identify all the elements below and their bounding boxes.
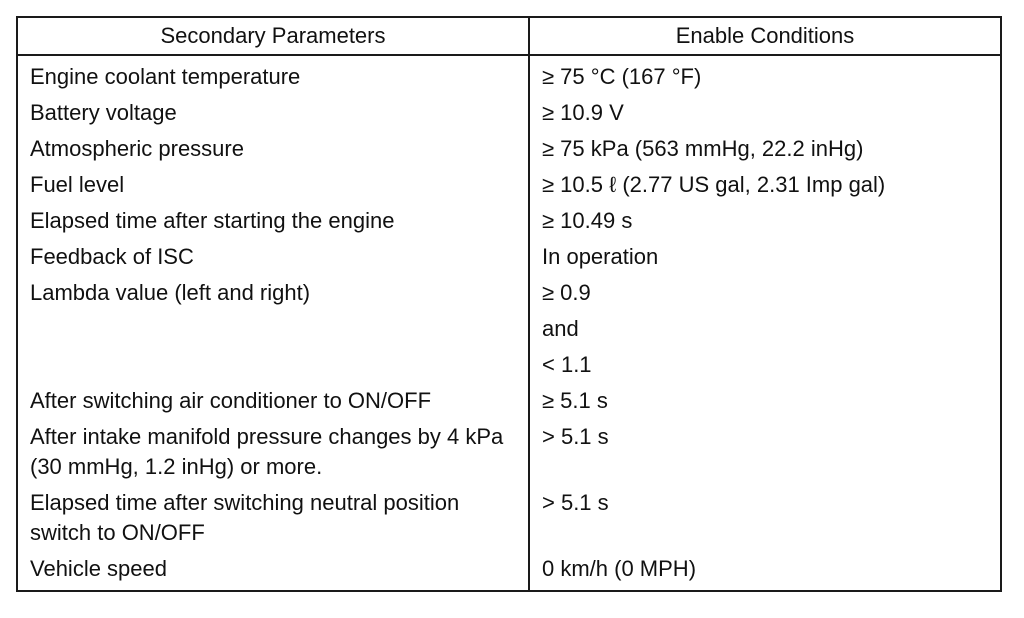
- table-row: [17, 203, 1001, 239]
- param-cell: After switching air conditioner to ON/OFF: [17, 383, 529, 419]
- condition-cell: > 5.1 s: [542, 424, 609, 449]
- param-cell: Vehicle speed: [17, 551, 529, 591]
- table-row: [17, 55, 1001, 95]
- table-row: [17, 95, 1001, 131]
- table-row: [17, 419, 1001, 485]
- param-cell: Feedback of ISC: [17, 239, 529, 275]
- param-cell: [17, 347, 529, 383]
- param-cell: [17, 311, 529, 347]
- param-cell: Atmospheric pressure: [17, 131, 529, 167]
- condition-cell: ≥ 10.9 V: [542, 100, 624, 125]
- table-row: [17, 275, 1001, 311]
- table-row: [17, 347, 1001, 383]
- condition-cell: > 5.1 s: [542, 490, 609, 515]
- param-cell: Elapsed time after starting the engine: [17, 203, 529, 239]
- param-cell: Battery voltage: [17, 95, 529, 131]
- table-row: [17, 239, 1001, 275]
- condition-cell: ≥ 75 kPa (563 mmHg, 22.2 inHg): [542, 136, 864, 161]
- condition-cell: < 1.1: [542, 352, 592, 377]
- condition-cell: ≥ 10.5 ℓ (2.77 US gal, 2.31 Imp gal): [542, 172, 886, 197]
- header-secondary-parameters: Secondary Parameters: [17, 17, 529, 55]
- enable-conditions-table: [16, 16, 1002, 592]
- header-enable-conditions: Enable Conditions: [529, 17, 1001, 55]
- param-cell: Elapsed time after switching neutral position switch to ON/OFF: [17, 485, 529, 551]
- condition-cell: In operation: [542, 244, 659, 269]
- condition-cell: ≥ 0.9: [542, 280, 591, 305]
- table-row: [17, 383, 1001, 419]
- condition-cell: ≥ 5.1 s: [542, 388, 608, 413]
- param-cell: After intake manifold pressure changes by 4 kPa (30 mmHg, 1.2 inHg) or more.: [17, 419, 529, 485]
- condition-cell: ≥ 75 °C (167 °F): [542, 64, 702, 89]
- param-cell: Engine coolant temperature: [17, 55, 529, 95]
- param-cell: Lambda value (left and right): [17, 275, 529, 311]
- table-header-row: [17, 17, 1001, 55]
- condition-cell: 0 km/h (0 MPH): [542, 556, 697, 581]
- table-row: [17, 551, 1001, 591]
- table-row: [17, 131, 1001, 167]
- condition-cell: ≥ 10.49 s: [542, 208, 633, 233]
- table-row: [17, 485, 1001, 551]
- table-row: [17, 311, 1001, 347]
- table-row: [17, 167, 1001, 203]
- param-cell: Fuel level: [17, 167, 529, 203]
- condition-cell: and: [542, 316, 579, 341]
